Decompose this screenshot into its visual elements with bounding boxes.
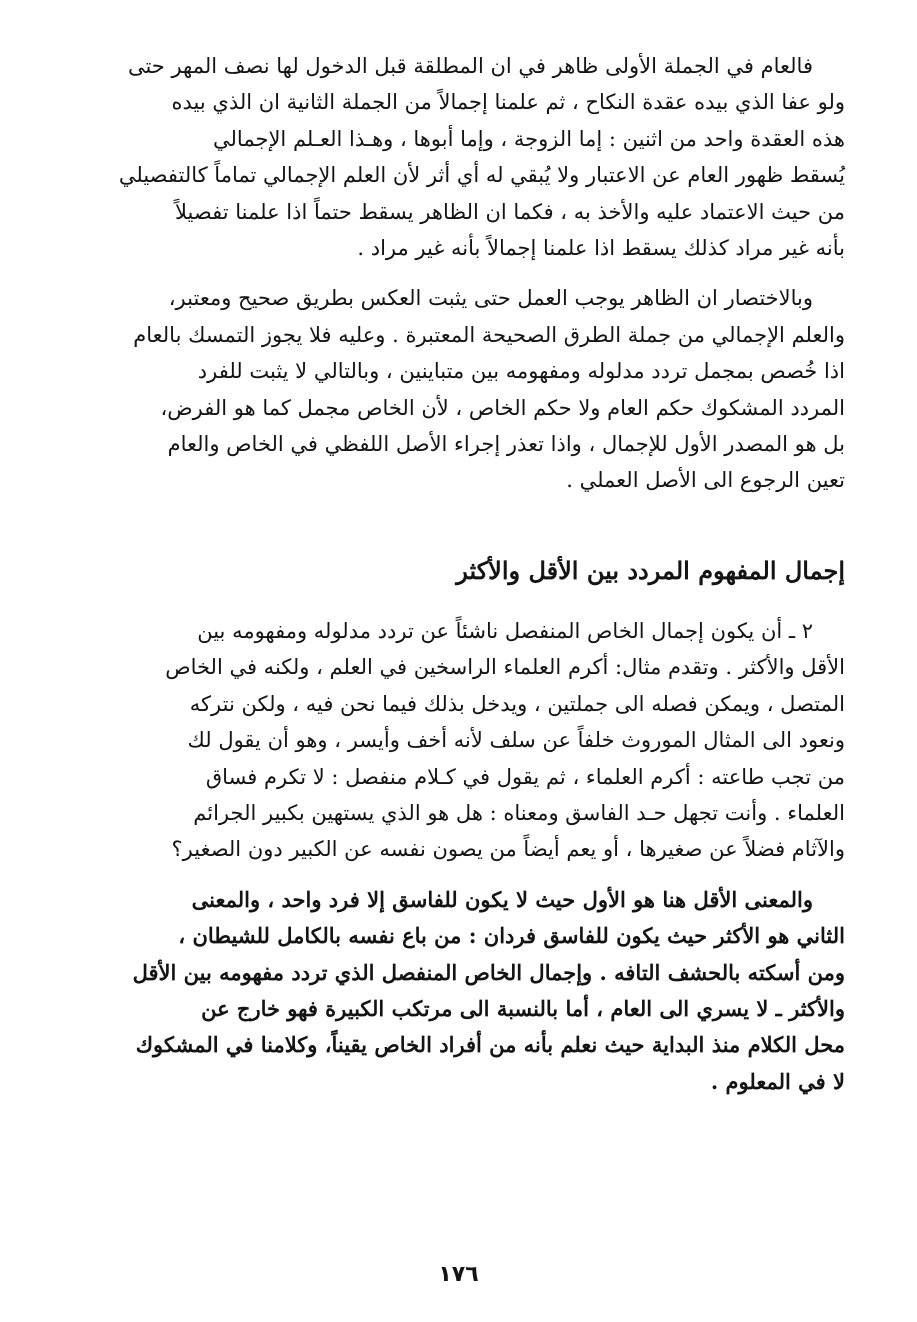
text-line: العلماء . وأنت تجهل حـد الفاسق ومعناه : هل هو الذي يستهين بكبير الجرائم [193,800,845,825]
text-line: وبالاختصار ان الظاهر يوجب العمل حتى يثبت العكس بطريق صحيح ومعتبر، [168,286,813,311]
text-line: ٢ ـ أن يكون إجمال الخاص المنفصل ناشئاً عن تردد مدلوله ومفهومه بين [197,618,813,643]
text-line: والعلم الإجمالي من جملة الطرق الصحيحة المعتبرة . وعليه فلا يجوز التمسك بالعام [133,322,845,347]
text-line: محل الكلام منذ البداية حيث نعلم بأنه من أفراد الخاص يقيناً، وكلامنا في المشكوك [135,1032,845,1058]
paragraph-1 [70,48,845,266]
text-line: بأنه غير مراد كذلك يسقط اذا علمنا إجمالاً بأنه غير مراد . [357,236,845,261]
section-gap [70,513,845,551]
text-line: لا في المعلوم . [710,1068,845,1094]
text-line: ونعود الى المثال الموروث خلفاً عن سلف لأنه أخف وأيسر ، وهو أن يقول لك [187,728,845,753]
text-line: والآثام فضلاً عن صغيرها ، أو يعم أيضاً من يصون نفسه عن الكبير دون الصغير؟ [171,837,845,862]
text-line: من حيث الاعتماد عليه والأخذ به ، فكما ان الظاهر يسقط حتماً اذا علمنا تفصيلاً [175,199,845,224]
document-page [70,48,845,1288]
text-line: من تجب طاعته : أكرم العلماء ، ثم يقول في كـلام منفصل : لا تكرم فساق [205,764,845,789]
text-line: ومن أسكته بالحشف التافه . وإجمال الخاص المنفصل الذي تردد مفهومه بين الأقل [132,959,845,985]
paragraph-4 [70,882,845,1100]
text-line: المردد المشكوك حكم العام ولا حكم الخاص ، لأن الخاص مجمل كما هو الفرض، [160,395,845,420]
text-line: يُسقط ظهور العام عن الاعتبار ولا يُبقي له أي أثر لأن العلم الإجمالي تماماً كالتفصيلي [118,163,845,188]
text-line: الأقل والأكثر . وتقدم مثال: أكرم العلماء الراسخين في العلم ، ولكنه في الخاص [165,655,845,680]
text-line: والمعنى الأقل هنا هو الأول حيث لا يكون للفاسق إلا فرد واحد ، والمعنى [191,886,813,912]
paragraph-2 [70,280,845,498]
text-line: اذا خُصص بمجمل تردد مدلوله ومفهومه بين متباينين ، وبالتالي لا يثبت للفرد [197,359,845,384]
text-line: هذه العقدة واحد من اثنين : إما الزوجة ، وإما أبوها ، وهـذا العـلم الإجمالي [213,126,845,151]
text-line: المتصل ، ويمكن فصله الى جملتين ، ويدخل بذلك فيما نحن فيه ، ولكن نتركه [189,691,845,716]
text-line: فالعام في الجملة الأولى ظاهر في ان المطلقة قبل الدخول لها نصف المهر حتى [127,54,813,78]
text-line: الثاني هو الأكثر حيث يكون للفاسق فردان : من باع نفسه بالكامل للشيطان ، [178,923,845,949]
text-line: والأكثر ـ لا يسري الى العام ، أما بالنسبة الى مرتكب الكبيرة فهو خارج عن [201,995,845,1021]
text-line: بل هو المصدر الأول للإجمال ، واذا تعذر إجراء الأصل اللفظي في الخاص والعام [167,432,845,457]
text-line: ولو عفا الذي بيده عقدة النكاح ، ثم علمنا إجمالاً من الجملة الثانية ان الذي بيده [171,90,845,115]
text-line: تعين الرجوع الى الأصل العملي . [566,468,845,493]
page-number: ١٧٦ [438,1262,479,1287]
paragraph-3 [70,613,845,868]
section-heading: إجمال المفهوم المردد بين الأقل والأكثر [456,555,845,585]
